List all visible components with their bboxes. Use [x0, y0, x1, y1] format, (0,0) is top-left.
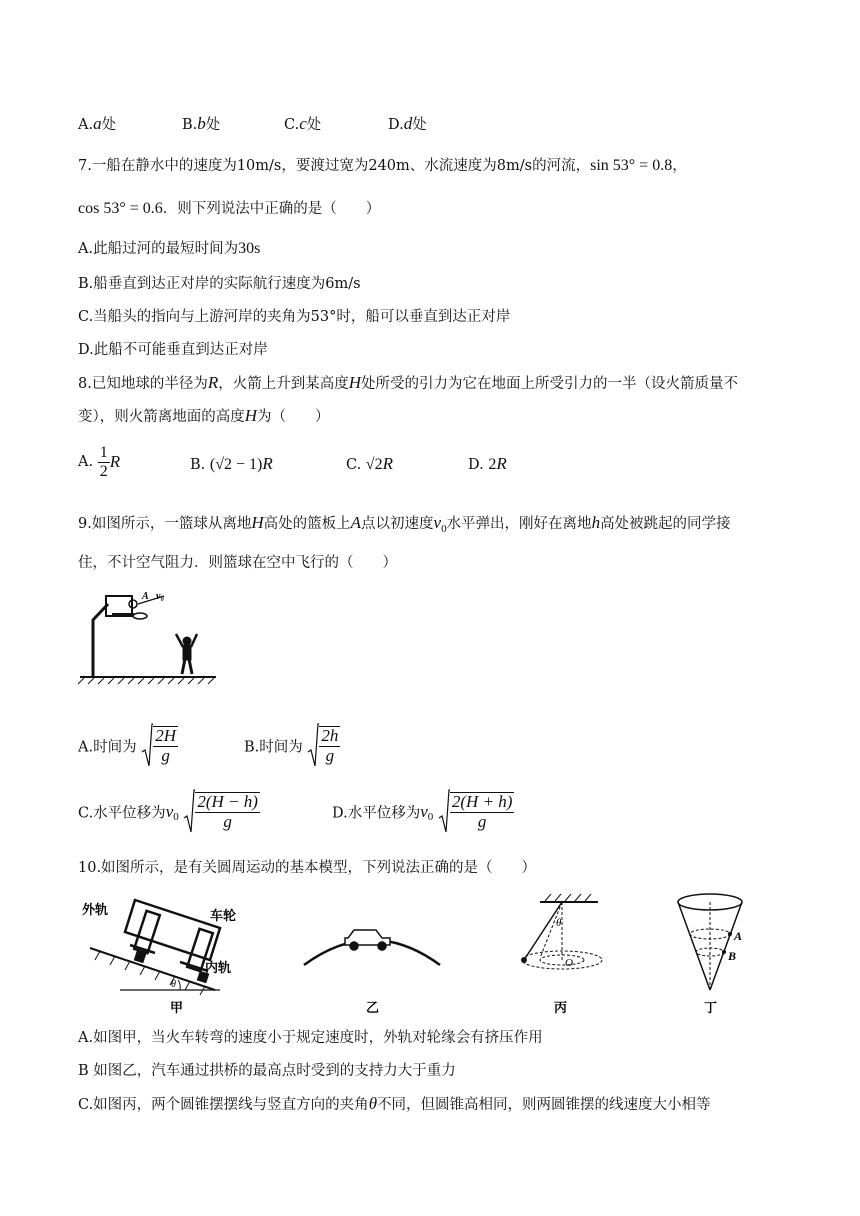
- option-expr: √2: [365, 456, 383, 473]
- fig-label-v0: v₀: [156, 591, 164, 602]
- fig-caption-jia: 甲: [170, 1001, 184, 1015]
- fig-caption-ding: 丁: [704, 1001, 718, 1015]
- option-text: D.水平位移为: [332, 805, 421, 822]
- numerator: 2h: [321, 726, 339, 746]
- q10-fig-jia: [80, 890, 270, 1015]
- q9-option-c: [78, 788, 260, 836]
- q8-stem-text: 处所受的引力为它在地面上所受引力的一半（设火箭质量不: [361, 376, 739, 392]
- q8-option-a: [78, 444, 120, 480]
- option-letter: C.: [284, 117, 300, 133]
- option-var: b: [197, 114, 206, 133]
- option-letter: A.: [78, 454, 94, 471]
- q7-separator: ，: [672, 158, 687, 174]
- option-text: C.如图丙，两个圆锥摆摆线与竖直方向的夹角: [78, 1097, 369, 1113]
- q9-stem-text: 高处被跳起的同学接: [600, 516, 731, 532]
- q7-stem-line1: [78, 154, 687, 175]
- option-text: B.时间为: [244, 739, 303, 756]
- var-v-sub: 0: [441, 522, 447, 535]
- option-letter: C.: [346, 457, 362, 473]
- q8-stem-text: 为（ ）: [257, 409, 330, 425]
- var-v-sub: 0: [427, 810, 434, 823]
- fig-theta-label: θ: [171, 979, 176, 990]
- fig-caption-yi: 乙: [366, 1001, 380, 1015]
- theta-arc: [178, 980, 180, 990]
- var-r: R: [109, 452, 121, 472]
- q10-option-a: A.如图甲，当火车转弯的速度小于规定速度时，外轨对轮缘会有挤压作用: [78, 1030, 543, 1046]
- q10-option-c: [78, 1093, 711, 1114]
- var-a: A: [350, 513, 362, 532]
- q9-stem-text: 9.如图所示，一篮球从离地: [78, 516, 252, 532]
- fig-caption-bing: 丙: [554, 1001, 568, 1015]
- denominator: g: [325, 746, 335, 765]
- sqrt-expr: [183, 788, 260, 836]
- fig-label-b: B: [728, 949, 737, 963]
- fig-label-a: A: [734, 929, 743, 943]
- pendulum-bob: [521, 957, 527, 963]
- option-text: 处: [205, 117, 221, 133]
- fig-label-wheel: 车轮: [210, 909, 237, 924]
- var-r: R: [496, 454, 507, 473]
- q8-stem-text: 8.已知地球的半径为: [78, 376, 208, 392]
- q9-option-a: [78, 722, 178, 770]
- option-text: 不同，但圆锥高相同，则两圆锥摆的线速度大小相等: [377, 1097, 711, 1113]
- q9-stem-text: 水平弹出，刚好在离地: [446, 516, 592, 532]
- q10-fig-yi: [300, 890, 450, 1015]
- var-r: R: [207, 373, 219, 392]
- var-r: R: [382, 454, 393, 473]
- fig-theta-label: θ: [556, 917, 562, 929]
- denominator: g: [223, 812, 232, 831]
- q10-option-b: B 如图乙，汽车通过拱桥的最高点时受到的支持力大于重力: [78, 1063, 456, 1079]
- fig-label-a: A: [142, 591, 149, 602]
- sqrt-expr: [307, 722, 340, 770]
- radical-sign: [183, 788, 195, 836]
- q9-option-b: [244, 722, 340, 770]
- q9-stem-line2: 住，不计空气阻力．则篮球在空中飞行的（ ）: [78, 555, 397, 571]
- q9-options-row1: [78, 722, 408, 774]
- q9-stem-text: 高处的篮板上: [263, 516, 351, 532]
- q6-option-b: [182, 113, 220, 134]
- q10-fig-ding: [670, 890, 760, 1015]
- option-text: A.时间为: [78, 739, 137, 756]
- q9-basketball-figure: [76, 586, 236, 686]
- var-theta: θ: [368, 1094, 378, 1113]
- numerator: 2H: [155, 726, 176, 746]
- q9-stem-text: 点以初速度: [361, 516, 434, 532]
- numerator: 2(H − h): [197, 792, 258, 812]
- q9-options-row2: [78, 788, 538, 840]
- var-h: H: [348, 373, 362, 392]
- option-letter: D.: [468, 457, 484, 473]
- q7-stem-text: ．则下列说法中正确的是（ ）: [162, 201, 381, 217]
- q9-stem-line1: [78, 512, 731, 535]
- fraction: [450, 792, 515, 831]
- option-expr: 2: [488, 456, 497, 473]
- q8-stem-text: ，火箭上升到某高度: [218, 376, 349, 392]
- fig-label-outer-rail: 外轨: [82, 903, 109, 918]
- q10-fig-bing: [510, 890, 620, 1015]
- q10-stem: 10.如图所示，是有关圆周运动的基本模型，下列说法正确的是（ ）: [78, 860, 537, 876]
- q8-stem-text: 变），则火箭离地面的高度: [78, 409, 245, 425]
- q7-option-b: B.船垂直到达正对岸的实际航行速度为6m/s: [78, 276, 361, 292]
- q8-option-c: [346, 454, 393, 474]
- denominator: 2: [99, 462, 108, 480]
- option-text: C.水平位移为: [78, 805, 166, 822]
- var-r: R: [262, 454, 273, 473]
- radical-sign: [141, 722, 153, 770]
- option-text: 处: [101, 117, 117, 133]
- q6-option-a: [78, 113, 116, 134]
- option-var: a: [93, 114, 102, 133]
- q6-option-d: [388, 113, 427, 134]
- option-letter: B.: [190, 457, 206, 473]
- var-v: v: [420, 802, 428, 821]
- q8-option-d: [468, 454, 507, 474]
- numerator: 1: [99, 444, 108, 461]
- fraction: [98, 444, 110, 480]
- fraction: [153, 726, 178, 765]
- q7-option-c: C.当船头的指向与上游河岸的夹角为53°时，船可以垂直到达正对岸: [78, 309, 511, 325]
- hoop-ring: [133, 613, 147, 619]
- q7-option-a: [78, 237, 260, 258]
- var-h: H: [251, 513, 264, 532]
- denominator: g: [477, 812, 487, 831]
- q8-stem-line2: [78, 405, 330, 426]
- var-v: v: [433, 513, 442, 532]
- numerator: 2(H + h): [451, 792, 513, 812]
- q8-options: [78, 440, 538, 488]
- q8-stem-line1: [78, 372, 738, 393]
- player-figure: [176, 634, 197, 674]
- q8-option-b: [190, 454, 273, 474]
- radical-sign: [307, 722, 319, 770]
- q7-sin-value: sin 53° = 0.8: [590, 157, 673, 174]
- var-v-sub: 0: [173, 810, 179, 823]
- option-text: A.此船过河的最短时间为: [78, 241, 239, 257]
- car-icon: [345, 930, 390, 950]
- option-var: c: [299, 114, 307, 133]
- sqrt-expr: [438, 788, 515, 836]
- fig-label-inner-rail: 内轨: [205, 961, 232, 976]
- q9-option-d: [332, 788, 514, 836]
- option-value: 30s: [238, 240, 261, 257]
- var-h: H: [244, 406, 258, 425]
- fig-o-label: O: [565, 957, 573, 969]
- option-letter: A.: [78, 117, 94, 133]
- option-text: 处: [412, 117, 427, 133]
- option-letter: B.: [182, 117, 198, 133]
- option-text: 处: [306, 117, 322, 133]
- q7-stem-line2: [78, 197, 380, 218]
- sqrt-expr: [141, 722, 178, 770]
- option-letter: D.: [388, 117, 404, 133]
- var-v: v: [165, 802, 174, 821]
- q7-option-d: D.此船不可能垂直到达正对岸: [78, 342, 268, 358]
- var-small-h: h: [591, 513, 601, 532]
- q7-stem-text: 7.一船在静水中的速度为10m/s，要渡过宽为240m、水流速度为8m/s的河流，: [78, 158, 591, 174]
- denominator: g: [161, 746, 170, 765]
- fraction: [195, 792, 260, 831]
- q7-cos-value: cos 53° = 0.6: [78, 200, 163, 217]
- fraction: [319, 726, 340, 765]
- q6-option-c: [284, 113, 321, 134]
- radical-sign: [438, 788, 450, 836]
- option-expr: (√2 − 1): [209, 456, 263, 473]
- option-var: d: [403, 114, 413, 133]
